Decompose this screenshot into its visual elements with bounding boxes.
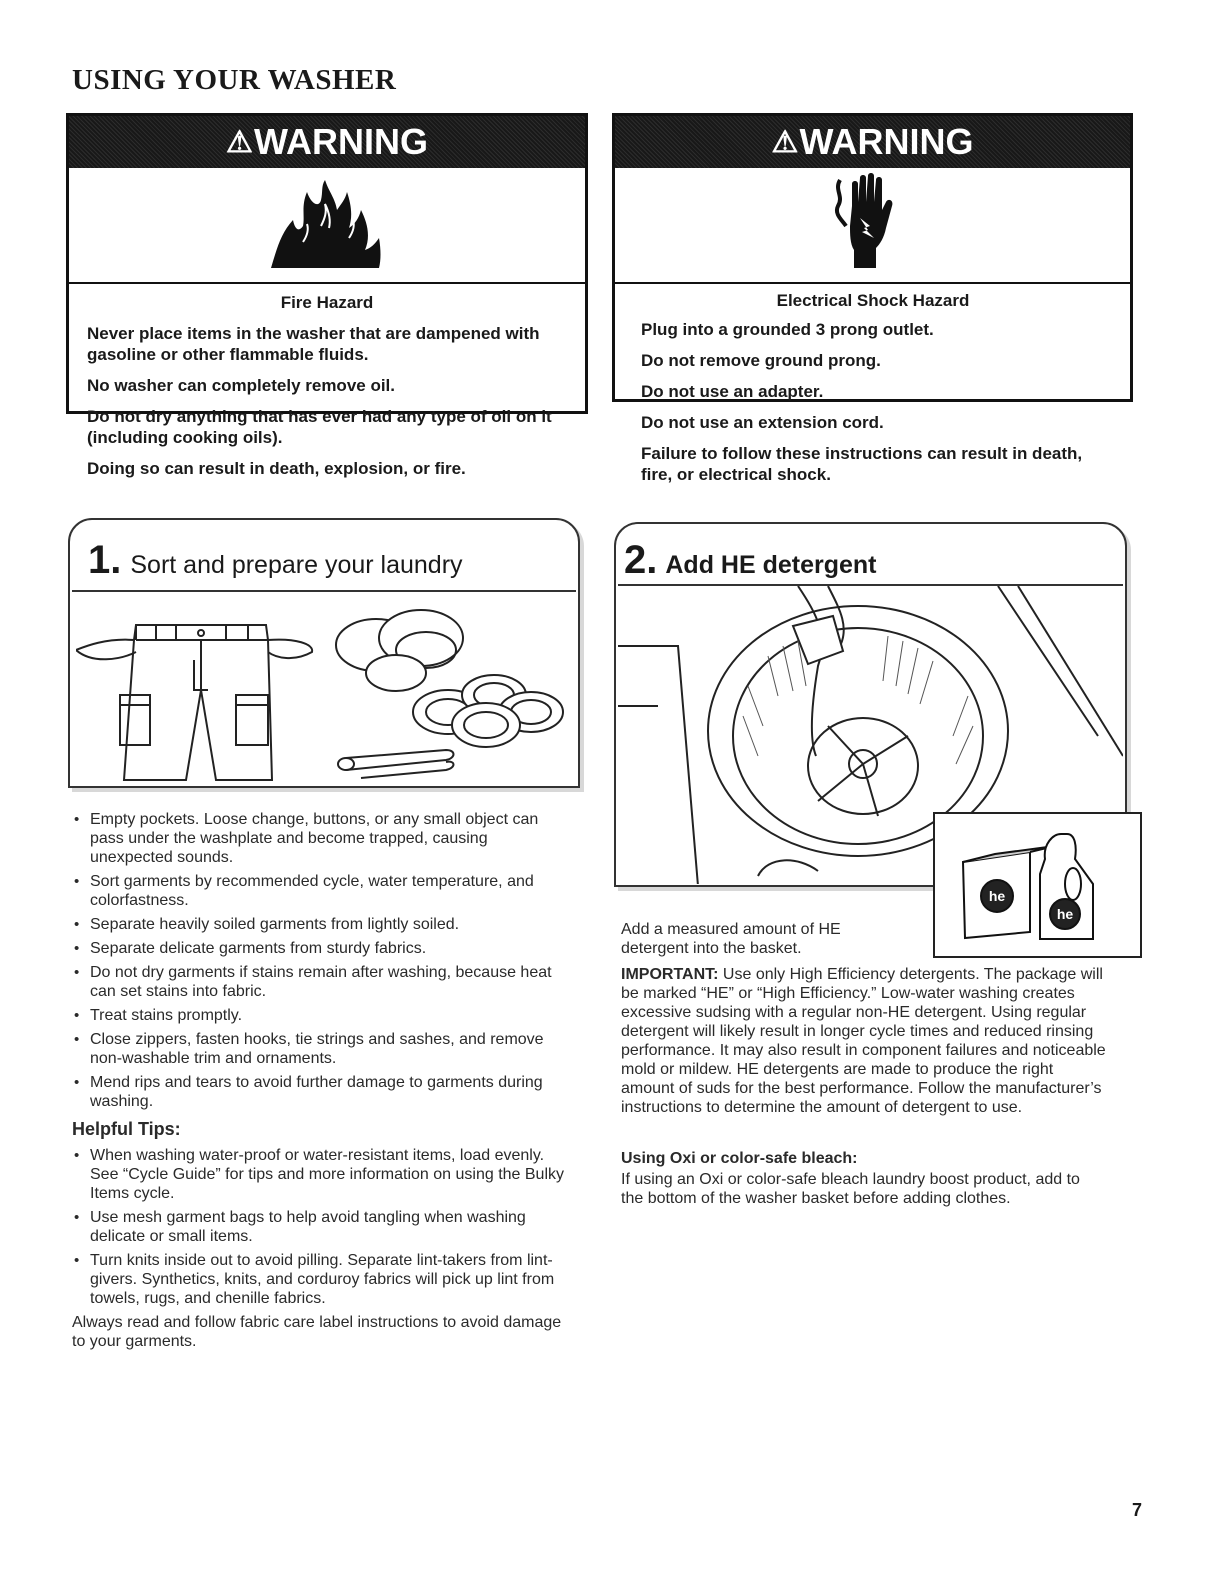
he-products-inset <box>933 812 1142 958</box>
list-item: • Sort garments by recommended cycle, water temperature, and colorfastness. <box>72 872 572 910</box>
he-logo-label: he <box>988 888 1006 904</box>
hazard-line: Do not use an extension cord. <box>641 413 884 432</box>
hazard-title: Electrical Shock Hazard <box>776 291 970 310</box>
safety-pins-icon <box>338 750 454 778</box>
list-item: • Treat stains promptly. <box>72 1006 572 1025</box>
helpful-tips-heading: Helpful Tips: <box>72 1119 181 1139</box>
pants-icon <box>76 625 312 780</box>
hazard-line: Do not dry anything that has ever had any type of oil on it (including cooking oils). <box>87 407 552 447</box>
list-item: • Separate heavily soiled garments from lightly soiled. <box>72 915 572 934</box>
step2-important <box>621 965 1109 1117</box>
hazard-line: Failure to follow these instructions can result in death, fire, or electrical shock. <box>641 444 1083 484</box>
step-dot: . <box>646 538 658 582</box>
he-logo-label: he <box>1056 906 1074 922</box>
buttons-icon <box>413 675 563 747</box>
hazard-line: Do not use an adapter. <box>641 382 824 401</box>
step2-caption: Add a measured amount of HE detergent into the basket. <box>621 921 841 957</box>
tips-list <box>72 1146 572 1308</box>
step-title: Add HE detergent <box>665 551 877 579</box>
warning-header <box>69 116 585 168</box>
electrical-shock-icon <box>830 172 912 272</box>
page-title: USING YOUR WASHER <box>72 64 397 96</box>
step-number: 2 <box>624 538 647 582</box>
electrical-hazard-text <box>612 284 1133 484</box>
bleach-heading: Using Oxi or color-safe bleach: <box>621 1150 858 1167</box>
important-label: IMPORTANT: <box>621 966 719 983</box>
list-item: • Turn knits inside out to avoid pilling. Separate lint-takers from lint-givers. Synthetics, knits, and corduroy fabrics will pick up lint from towels, rugs, and chenille fabrics. <box>72 1251 572 1308</box>
list-item: • Close zippers, fasten hooks, tie strings and sashes, and remove non-washable trim and ornaments. <box>72 1030 572 1068</box>
hazard-line: Doing so can result in death, explosion, or fire. <box>87 459 466 478</box>
fire-icon <box>263 178 388 270</box>
step-title: Sort and prepare your laundry <box>130 551 463 579</box>
warning-header <box>615 116 1130 168</box>
list-item: • Separate delicate garments from sturdy fabrics. <box>72 939 572 958</box>
coins-icon <box>336 610 463 691</box>
step-dot: . <box>110 538 122 582</box>
closing-paragraph: Always read and follow fabric care label instructions to avoid damage to your garments. <box>72 1314 562 1350</box>
bleach-text: If using an Oxi or color-safe bleach laundry boost product, add to the bottom of the washer basket before adding clothes. <box>621 1171 1080 1207</box>
step2-heading <box>624 538 877 583</box>
step1-bullet-list <box>72 810 572 1111</box>
list-item: • Empty pockets. Loose change, buttons, or any small object can pass under the washplate and become trapped, causing unexpected sounds. <box>72 810 572 867</box>
hazard-line: Plug into a grounded 3 prong outlet. <box>641 320 934 339</box>
list-item: • Use mesh garment bags to help avoid tangling when washing delicate or small items. <box>72 1208 572 1246</box>
important-text: Use only High Efficiency detergents. The package will be marked “HE” or “High Efficiency.” Low-water washing creates excessive sudsing with a regular non-HE detergent. Using regular detergent will likely result in longer cycle times and reduced rinsing performance. It may also result in component failures and noticeable mold or mildew. HE detergents are made to produce the right amount of suds for the best performance. Follow the manufacturer’s instructions to determine the amount of detergent to use. <box>621 966 1106 1116</box>
step1-heading <box>88 538 463 583</box>
fire-hazard-text <box>66 284 588 478</box>
warning-header-label: WARNING <box>799 121 974 162</box>
laundry-illustration <box>76 600 576 785</box>
step-number: 1 <box>88 538 111 582</box>
hazard-line: Never place items in the washer that are dampened with gasoline or other flammable fluids. <box>87 324 540 364</box>
hazard-line: No washer can completely remove oil. <box>87 376 396 395</box>
hazard-line: Do not remove ground prong. <box>641 351 881 370</box>
warning-header-label: WARNING <box>253 121 428 162</box>
list-item: • When washing water-proof or water-resistant items, load evenly. See “Cycle Guide” for tips and more information on using the Bulky Items cycle. <box>72 1146 572 1203</box>
step1-content <box>72 810 572 1351</box>
list-item: • Mend rips and tears to avoid further damage to garments during washing. <box>72 1073 572 1111</box>
warning-triangle-icon: ⚠ <box>771 125 799 159</box>
he-detergent-icon <box>935 814 1140 956</box>
list-item: • Do not dry garments if stains remain after washing, because heat can set stains into fabric. <box>72 963 572 1001</box>
hazard-title: Fire Hazard <box>280 293 374 312</box>
page-number: 7 <box>1131 1500 1142 1520</box>
warning-triangle-icon: ⚠ <box>226 125 253 159</box>
